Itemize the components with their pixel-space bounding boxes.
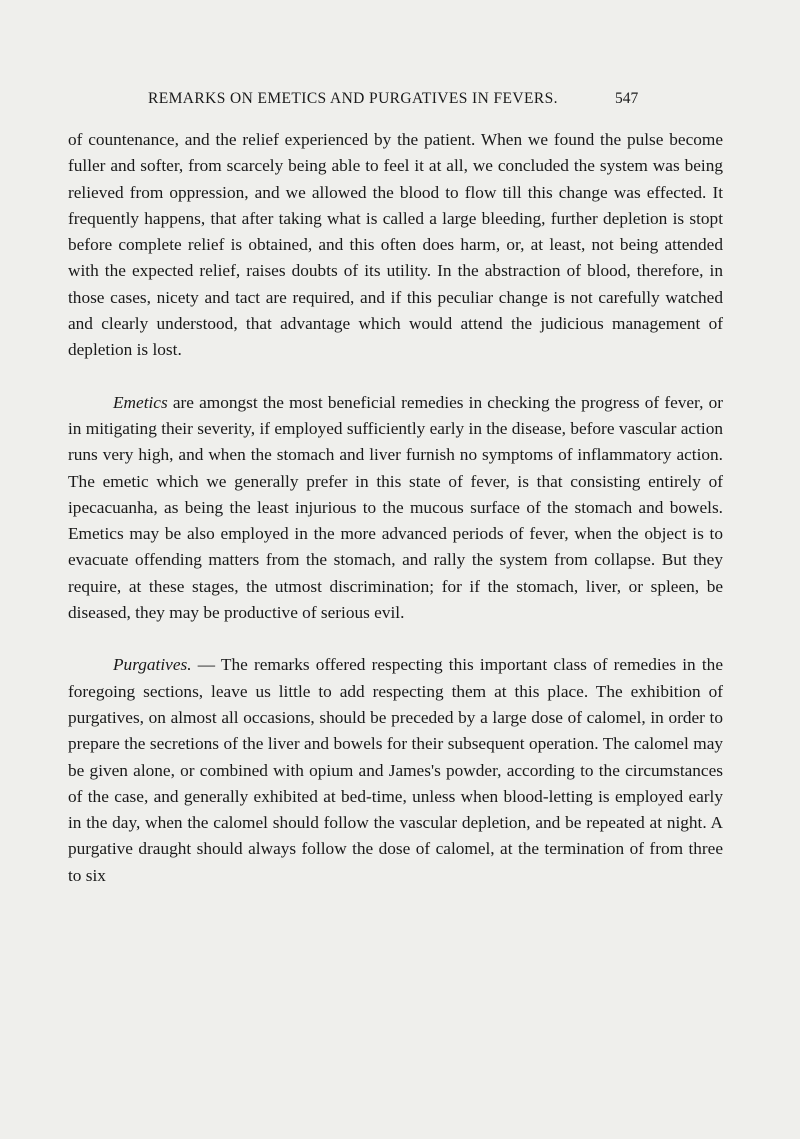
- running-head: [0, 90, 800, 112]
- paragraph-lead-purgatives: Purgatives.: [113, 655, 192, 675]
- paragraph-text: are amongst the most beneficial remedies in checking the progress of fever, or in mitigating their severity, if employed sufficiently early in the disease, before vascular action runs very high, and when the stomach and liver furnish no symptoms of inflammatory action. The emetic which we generally prefer in this state of fever, is that consisting entirely of ipecacuanha, as being the least injurious to the mucous surface of the stomach and bowels. Emetics may be also employed in the more advanced periods of fever, when the object is to evacuate offending matters from the stomach, and rally the system from collapse. But they require, at these stages, the utmost discrimination; for if the stomach, liver, or spleen, be diseased, they may be productive of serious evil.: [68, 392, 723, 623]
- paragraph-purgatives: [68, 652, 723, 889]
- paragraph-continuation: [68, 127, 723, 364]
- paragraph-text: of countenance, and the relief experienced by the patient. When we found the pulse become fuller and softer, from scarcely being able to feel it at all, we concluded the system was being relieved from oppression, and we allowed the blood to flow till this change was effected. It frequently happens, that after taking what is called a large bleeding, further depletion is stopt before complete relief is obtained, and this often does harm, or, at least, not being attended with the expected relief, raises doubts of its utility. In the abstraction of blood, therefore, in those cases, nicety and tact are required, and if this peculiar change is not carefully watched and clearly understood, that advantage which would attend the judicious management of depletion is lost.: [68, 130, 723, 360]
- running-title: REMARKS ON EMETICS AND PURGATIVES IN FEVERS.: [148, 90, 558, 107]
- paragraph-text: — The remarks offered respecting this important class of remedies in the foregoing sections, leave us little to add respecting them at this place. The exhibition of purgatives, on almost all occasions, should be preceded by a large dose of calomel, in order to prepare the secretions of the liver and bowels for their subsequent operation. The calomel may be given alone, or combined with opium and James's powder, according to the circumstances of the case, and generally exhibited at bed-time, unless when blood-letting is employed early in the day, when the calomel should follow the vascular depletion, and be repeated at night. A purgative draught should always follow the dose of calomel, at the termination of from three to six: [68, 655, 723, 885]
- body-text: [68, 127, 723, 915]
- paragraph-emetics: [68, 390, 723, 627]
- paragraph-lead-emetics: Emetics: [113, 392, 168, 412]
- page-number: 547: [615, 90, 639, 107]
